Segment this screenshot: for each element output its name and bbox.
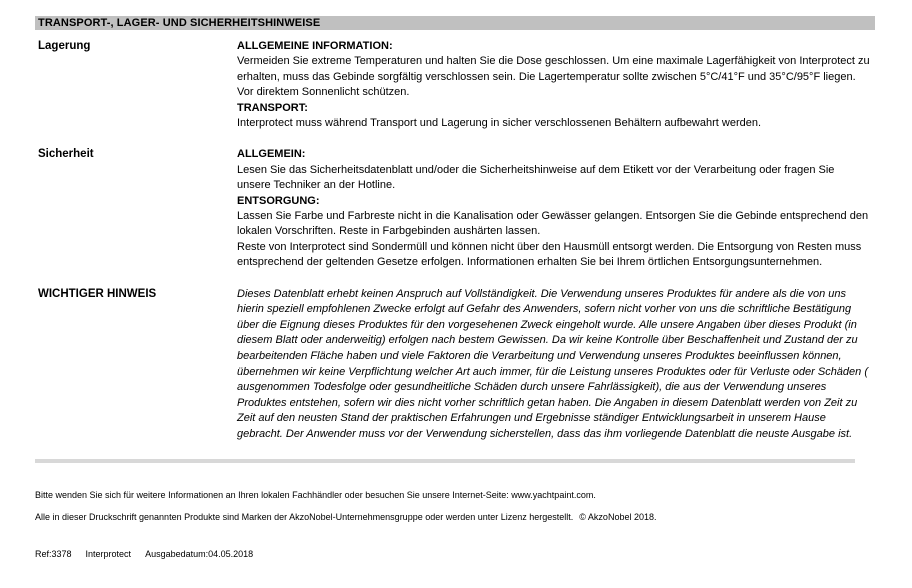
- subheading-allgemein: ALLGEMEIN:: [237, 148, 306, 161]
- section-header-title: TRANSPORT-, LAGER- UND SICHERHEITSHINWEISE: [38, 17, 321, 29]
- section-label-wichtiger-hinweis: WICHTIGER HINWEIS: [38, 287, 157, 300]
- section-content-sicherheit: [237, 147, 871, 270]
- footer-ref-line: [35, 549, 875, 560]
- footer-product-name: Interprotect: [85, 548, 132, 559]
- footer-copyright-text: © AkzoNobel 2018.: [579, 511, 657, 522]
- footer-trademark-text: Alle in dieser Druckschrift genannten Produkte sind Marken der AkzoNobel-Unternehmensgruppe oder werden unter Lizenz hergestellt.: [35, 511, 574, 522]
- section-content-lagerung: [237, 39, 871, 131]
- website-link[interactable]: www.yachtpaint.com: [511, 489, 594, 500]
- paragraph-entsorgung-1: Lassen Sie Farbe und Farbreste nicht in die Kanalisation oder Gewässer gelangen. Entsorgen Sie die Gebinde entsprechend den lokalen Vorschriften. Reste in Farbgebinden aushärten lassen.: [237, 210, 869, 238]
- section-lagerung: [35, 39, 875, 131]
- section-label-lagerung: Lagerung: [38, 40, 91, 52]
- paragraph-transport: Interprotect muss während Transport und Lagerung in sicher verschlossenen Behältern aufbewahrt werden.: [237, 117, 762, 130]
- footer-info-line: [35, 490, 875, 501]
- footer-divider: [35, 459, 855, 463]
- footer-info-suffix: .: [593, 489, 596, 500]
- footer-ref-number: Ref:3378: [35, 548, 72, 559]
- paragraph-sicherheit-allgemein: Lesen Sie das Sicherheitsdatenblatt und/oder die Sicherheitshinweise auf dem Etikett vor der Verarbeitung oder fragen Sie unsere Techniker an der Hotline.: [237, 163, 835, 192]
- important-notice-text: Dieses Datenblatt erhebt keinen Anspruch auf Vollständigkeit. Die Verwendung unseres Produktes für andere als die von uns hierin speziell empfohlenen Zwecke erfolgt auf Gefahr des Anwenders, sofern nicht vorher von uns die schriftliche Bestätigung über die Eignung dieses Produktes für den vorgesehenen Zweck eingeholt wurde. Alle unsere Angaben über dieses Produkt (in diesem Blatt oder anderweitig) erfolgen nach bestem Gewissen. Da wir keine Kontrolle über Beschaffenheit und Zustand der zu bearbeitenden Fläche haben und viele Faktoren die Verarbeitung und Verwendung unseres Produktes beeinflussen können, übernehmen wir keine Verpflichtung welcher Art auch immer, für die Leistung unseres Produktes oder für Verluste oder Schäden ( ausgenommen Todesfolge oder gesundheitliche Schäden durch unsere Fahrlässigkeit), die aus der Verwendung unseres Produktes entstehen, sofern wir dies nicht vorher schriftlich getan haben. Die Angaben in diesem Datenblatt werden von Zeit zu Zeit auf den neusten Stand der praktischen Erfahrungen und Ergebnisse ständiger Entwicklungsarbeit in unserem Hause gebracht. Der Anwender muss vor der Verwendung sicherstellen, dass das ihm vorliegende Datenblatt die neuste Ausgabe ist.: [237, 287, 868, 441]
- section-header-bar: [35, 16, 875, 30]
- subheading-transport: TRANSPORT:: [237, 101, 308, 114]
- footer-info-prefix: Bitte wenden Sie sich für weitere Informationen an Ihren lokalen Fachhändler oder besuchen Sie unsere Internet-Seite:: [35, 489, 512, 500]
- subheading-entsorgung: ENTSORGUNG:: [237, 194, 320, 207]
- section-label-sicherheit: Sicherheit: [38, 148, 94, 161]
- footer-trademark-line: [35, 512, 875, 523]
- paragraph-lagerung-allgemein: Vermeiden Sie extreme Temperaturen und halten Sie die Dose geschlossen. Um eine maximale Lagerfähigkeit von Interprotect zu erhalten, muss das Gebinde sorgfältig verschlossen sein. Die Lagertemperatur sollte zwischen 5°C/41°F und 35°C/95°F liegen. Vor direktem Sonnenlicht schützen.: [237, 55, 870, 99]
- footer-issue-date: Ausgabedatum:04.05.2018: [145, 548, 254, 559]
- section-sicherheit: [35, 147, 875, 270]
- subheading-allgemeine-information: ALLGEMEINE INFORMATION:: [237, 40, 393, 52]
- paragraph-entsorgung-2: Reste von Interprotect sind Sondermüll und können nicht über den Hausmüll entsorgt werden. Die Entsorgung von Resten muss entsprechend der geltenden Gesetze erfolgen. Informationen erhalten Sie bei Ihrem örtlichen Entsorgungsunternehmen.: [237, 240, 862, 269]
- section-wichtiger-hinweis: [35, 287, 875, 443]
